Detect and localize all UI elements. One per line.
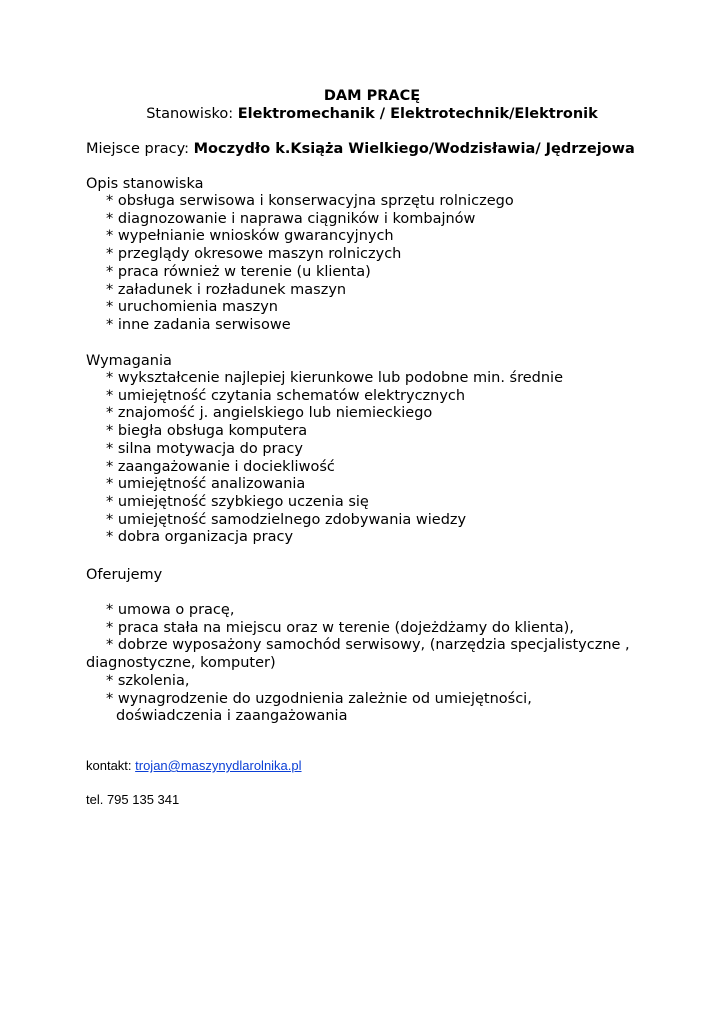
list-item-continuation: doświadczenia i zaangażowania — [116, 708, 348, 725]
contact-line — [86, 758, 302, 774]
requirements-heading: Wymagania — [86, 353, 172, 369]
list-item: * przeglądy okresowe maszyn rolniczych — [106, 246, 402, 263]
list-item: * umowa o pracę, — [106, 602, 235, 618]
list-item: * diagnozowanie i naprawa ciągników i kombajnów — [106, 210, 476, 227]
list-item: * biegła obsługa komputera — [106, 423, 308, 440]
contact-phone: tel. 795 135 341 — [86, 792, 180, 807]
description-heading: Opis stanowiska — [86, 176, 204, 192]
list-item: * praca również w terenie (u klienta) — [106, 263, 371, 280]
contact-label: kontakt: — [86, 758, 136, 773]
offer-list — [86, 602, 686, 726]
list-item: * umiejętność czytania schematów elektrycznych — [106, 387, 466, 404]
list-item: * szkolenia, — [106, 672, 190, 689]
workplace-value: Moczydło k.Książa Wielkiego/Wodzisławia/ Jędrzejowa — [193, 141, 635, 157]
list-item: * inne zadania serwisowe — [106, 316, 291, 333]
list-item: * załadunek i rozładunek maszyn — [106, 281, 347, 298]
list-item: * umiejętność szybkiego uczenia się — [106, 493, 369, 510]
list-item: * dobrze wyposażony samochód serwisowy, (narzędzia specjalistyczne , diagnostyczne, komputer) — [86, 637, 630, 672]
description-list — [86, 193, 686, 335]
list-item: * obsługa serwisowa i konserwacyjna sprzętu rolniczego — [106, 193, 514, 209]
document-title: DAM PRACĘ — [323, 88, 421, 104]
list-item: * umiejętność analizowania — [106, 476, 306, 493]
position-line — [0, 105, 724, 123]
workplace-line — [86, 140, 635, 158]
list-item: * praca stała na miejscu oraz w terenie (dojeżdżamy do klienta), — [106, 619, 574, 636]
contact-email-link[interactable]: trojan@maszynydlarolnika.pl — [135, 758, 302, 773]
list-item: * silna motywacja do pracy — [106, 440, 303, 457]
workplace-label: Miejsce pracy: — [86, 141, 194, 157]
list-item: * wykształcenie najlepiej kierunkowe lub podobne min. średnie — [106, 370, 563, 386]
offer-section — [86, 566, 686, 726]
list-item: * umiejętność samodzielnego zdobywania wiedzy — [106, 511, 467, 528]
list-item: * uruchomienia maszyn — [106, 299, 278, 316]
offer-heading: Oferujemy — [86, 567, 163, 583]
position-label: Stanowisko: — [146, 106, 238, 122]
requirements-section — [86, 352, 686, 547]
requirements-list — [86, 370, 686, 547]
list-item: * wynagrodzenie do uzgodnienia zależnie od umiejętności, — [106, 690, 532, 707]
list-item: * znajomość j. angielskiego lub niemieckiego — [106, 405, 433, 422]
list-item: * dobra organizacja pracy — [106, 529, 294, 546]
list-item: * wypełnianie wniosków gwarancyjnych — [106, 228, 394, 245]
position-value: Elektromechanik / Elektrotechnik/Elektronik — [237, 106, 598, 122]
description-section — [86, 175, 686, 335]
list-item: * zaangażowanie i dociekliwość — [106, 458, 335, 475]
